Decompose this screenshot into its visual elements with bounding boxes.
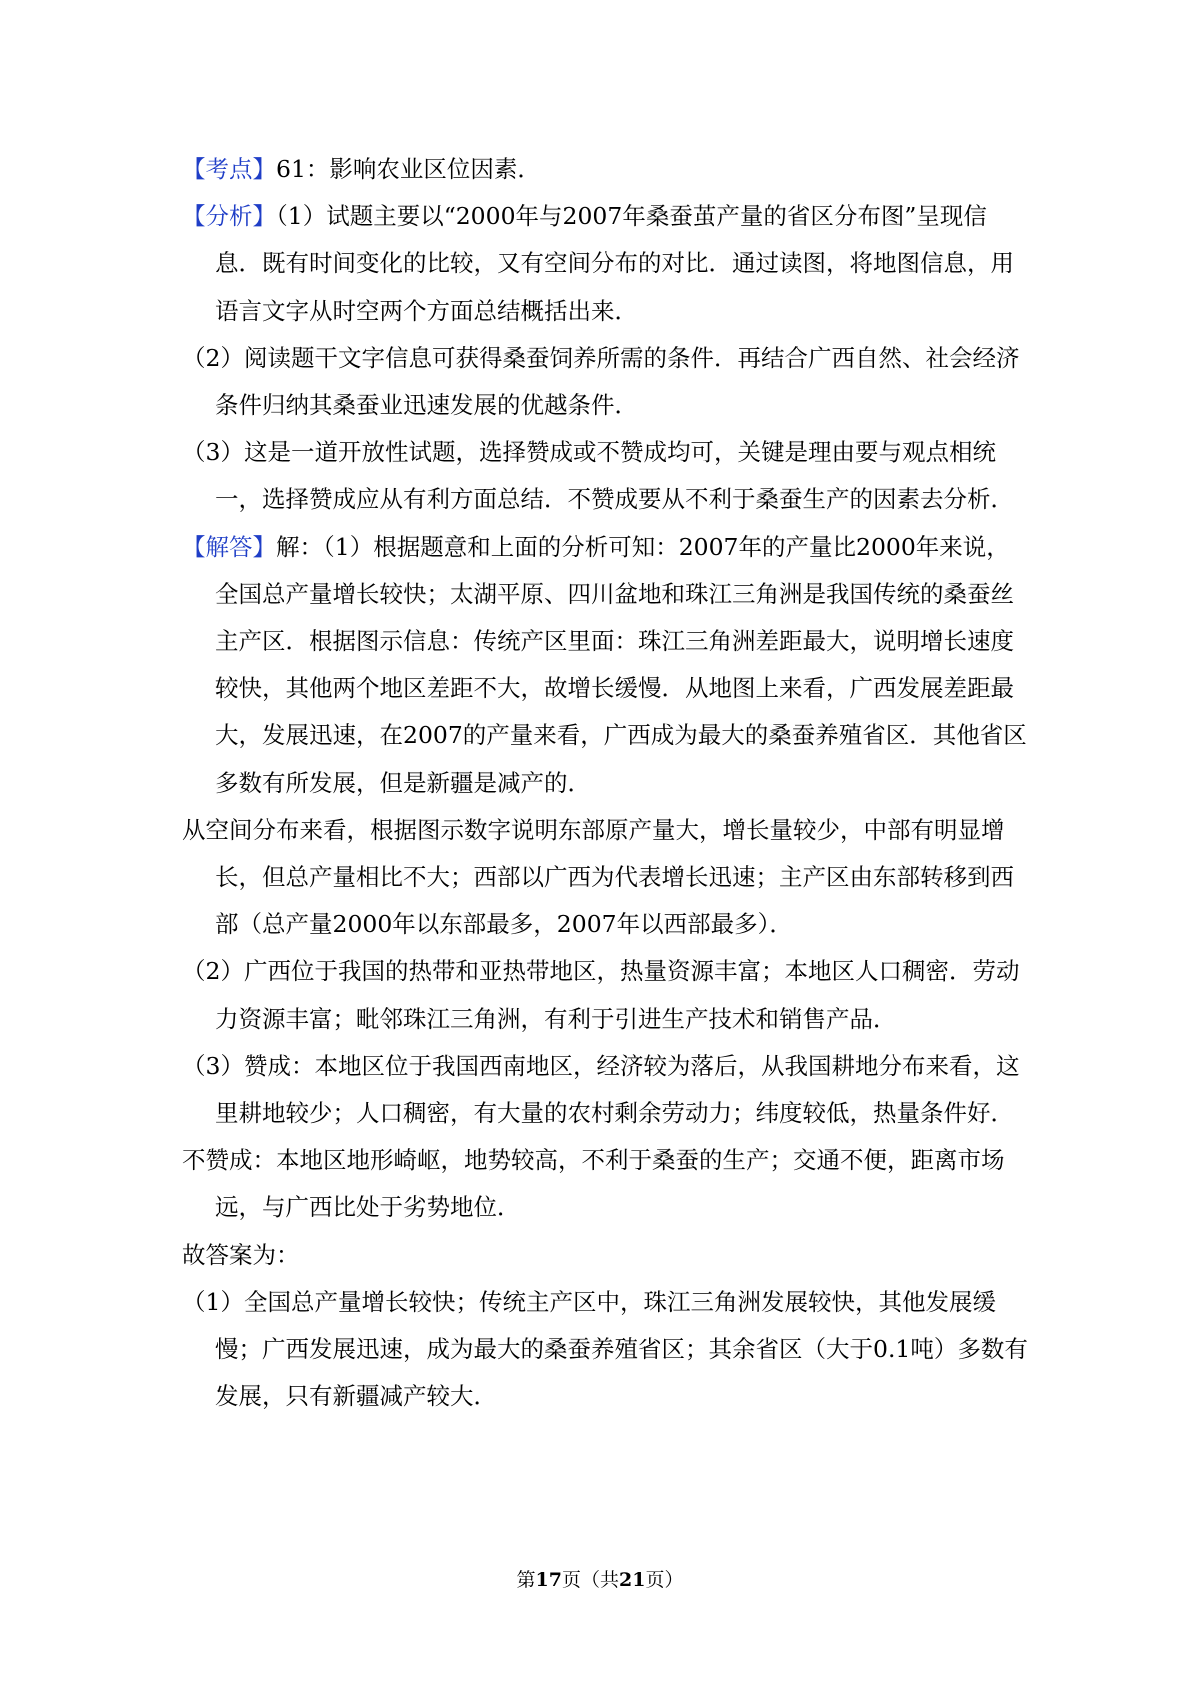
- jieda-paragraph-6: [182, 1232, 1030, 1279]
- jieda-text-5: 不赞成：本地区地形崎岖，地势较高，不利于桑蚕的生产；交通不便，距离市场远，与广西比处于劣势地位．: [182, 1146, 1005, 1222]
- footer-middle: 页（共: [561, 1569, 619, 1591]
- kaodian-tag: 【考点】: [182, 155, 276, 183]
- jieda-paragraph-5: [182, 1137, 1030, 1231]
- jieda-text-3: （2）广西位于我国的热带和亚热带地区，热量资源丰富；本地区人口稠密．劳动力资源丰富；毗邻珠江三角洲，有利于引进生产技术和销售产品．: [182, 957, 1020, 1033]
- jieda-text-1: 解：（1）根据题意和上面的分析可知：2007年的产量比2000年来说，全国总产量增长较快；太湖平原、四川盆地和珠江三角洲是我国传统的桑蚕丝主产区．根据图示信息：传统产区里面：珠江三角洲差距最大，说明增长速度较快，其他两个地区差距不大，故增长缓慢．从地图上来看，广西发展差距最大，发展迅速，在2007的产量来看，广西成为最大的桑蚕养殖省区．其他省区多数有所发展，但是新疆是减产的．: [215, 532, 1027, 797]
- footer-suffix: 页）: [645, 1569, 684, 1591]
- fenxi-paragraph-2: [182, 335, 1030, 429]
- fenxi-paragraph-1: [182, 193, 1030, 335]
- jieda-text-4: （3）赞成：本地区位于我国西南地区，经济较为落后，从我国耕地分布来看，这里耕地较少；人口稠密，有大量的农村剩余劳动力；纬度较低，热量条件好．: [182, 1051, 1020, 1128]
- jieda-paragraph-2: [182, 807, 1030, 949]
- page-footer: [0, 1568, 1200, 1592]
- footer-page-number: 17: [535, 1569, 562, 1591]
- fenxi-text-2: （2）阅读题干文字信息可获得桑蚕饲养所需的条件．再结合广西自然、社会经济条件归纳其桑蚕业迅速发展的优越条件．: [182, 343, 1020, 420]
- jieda-text-2: 从空间分布来看，根据图示数字说明东部原产量大，增长量较少，中部有明显增长，但总产量相比不大；西部以广西为代表增长迅速；主产区由东部转移到西部（总产量2000年以东部最多，2007年以西部最多）．: [182, 815, 1014, 939]
- fenxi-paragraph-3: [182, 429, 1030, 523]
- fenxi-text-1: （1）试题主要以“2000年与2007年桑蚕茧产量的省区分布图”呈现信息．既有时间变化的比较，又有空间分布的对比．通过读图，将地图信息，用语言文字从时空两个方面总结概括出来．: [215, 202, 1014, 325]
- footer-prefix: 第: [516, 1569, 536, 1591]
- footer-total-pages: 21: [619, 1569, 646, 1591]
- jieda-paragraph-3: [182, 948, 1030, 1042]
- jieda-paragraph-7: [182, 1279, 1030, 1421]
- kaodian-text: 61：影响农业区位因素．: [276, 155, 541, 183]
- kaodian-paragraph: [182, 146, 1030, 193]
- jieda-paragraph-4: [182, 1043, 1030, 1137]
- jieda-text-6: 故答案为：: [182, 1240, 300, 1269]
- jieda-tag: 【解答】: [182, 532, 276, 561]
- fenxi-tag: 【分析】: [182, 202, 276, 231]
- fenxi-text-3: （3）这是一道开放性试题，选择赞成或不赞成均可，关键是理由要与观点相统一，选择赞成应从有利方面总结．不赞成要从不利于桑蚕生产的因素去分析．: [182, 438, 1014, 514]
- jieda-text-7: （1）全国总产量增长较快；传统主产区中，珠江三角洲发展较快，其他发展缓慢；广西发展迅速，成为最大的桑蚕养殖省区；其余省区（大于0.1吨）多数有发展，只有新疆减产较大．: [182, 1287, 1028, 1411]
- answer-content: [182, 146, 1030, 1420]
- jieda-paragraph-1: [182, 524, 1030, 807]
